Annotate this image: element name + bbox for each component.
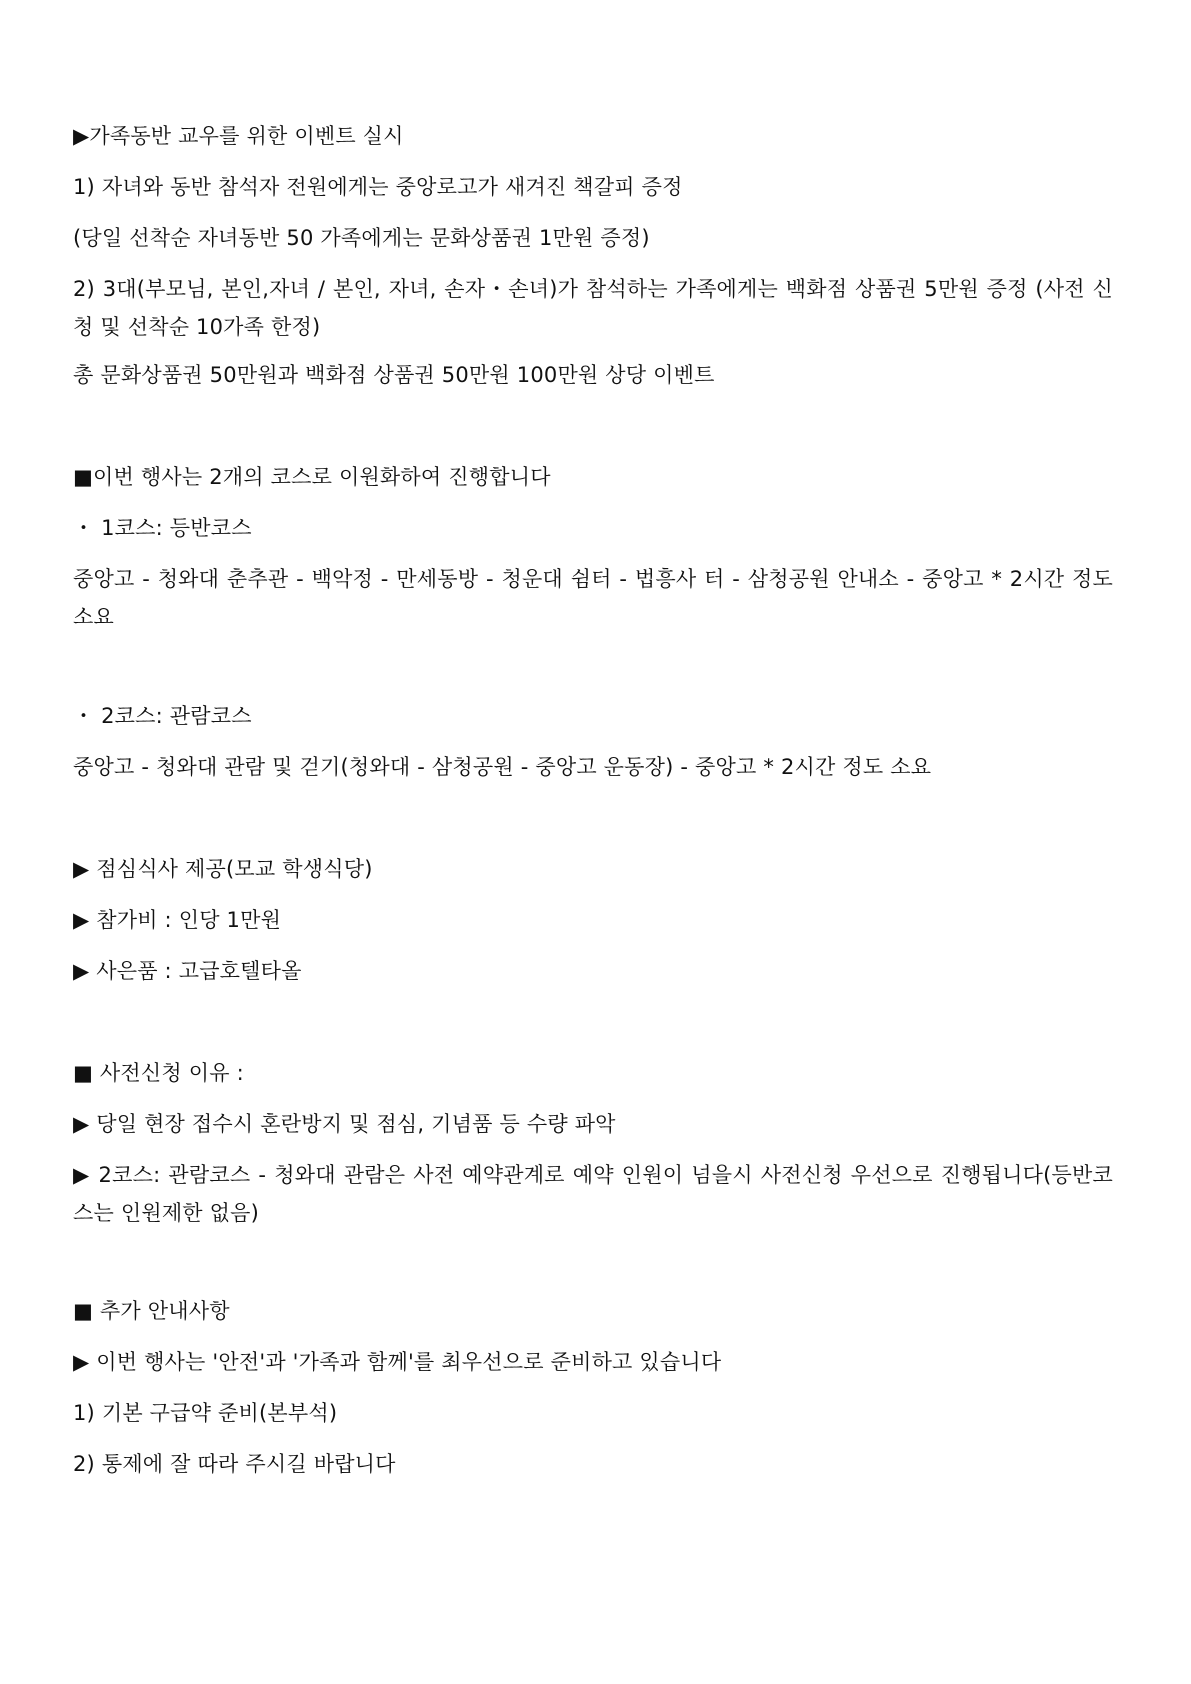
- safety-notice: ▶ 이번 행사는 '안전'과 '가족과 함께'를 최우선으로 준비하고 있습니다: [73, 1350, 722, 1374]
- lunch-info: ▶ 점심식사 제공(모교 학생식당): [73, 857, 373, 881]
- event-heading: ▶가족동반 교우를 위한 이벤트 실시: [73, 124, 404, 148]
- reason-item-2: ▶ 2코스: 관람코스 - 청와대 관람은 사전 예약관계로 예약 인원이 넘을시 사전신청 우선으로 진행됩니다(등반코스는 인원제한 없음): [73, 1163, 1113, 1225]
- course-1-route: 중앙고 - 청와대 춘추관 - 백악정 - 만세동방 - 청운대 쉼터 - 법흥사 터 - 삼청공원 안내소 - 중앙고 * 2시간 정도 소요: [73, 567, 1113, 629]
- event-item-1-note: (당일 선착순 자녀동반 50 가족에게는 문화상품권 1만원 증정): [73, 226, 650, 250]
- course-2-route: 중앙고 - 청와대 관람 및 걷기(청와대 - 삼청공원 - 중앙고 운동장) - 중앙고 * 2시간 정도 소요: [73, 755, 932, 779]
- reason-item-1: ▶ 당일 현장 접수시 혼란방지 및 점심, 기념품 등 수량 파악: [73, 1112, 616, 1136]
- extra-heading: ■ 추가 안내사항: [73, 1299, 230, 1323]
- event-item-1: 1) 자녀와 동반 참석자 전원에게는 중앙로고가 새겨진 책갈피 증정: [73, 175, 683, 199]
- reason-heading: ■ 사전신청 이유 :: [73, 1061, 244, 1085]
- extra-item-2: 2) 통제에 잘 따라 주시길 바랍니다: [73, 1452, 396, 1476]
- course-1-title: ・ 1코스: 등반코스: [73, 516, 252, 540]
- gift-info: ▶ 사은품 : 고급호텔타올: [73, 959, 302, 983]
- extra-item-1: 1) 기본 구급약 준비(본부석): [73, 1401, 338, 1425]
- fee-info: ▶ 참가비 : 인당 1만원: [73, 908, 282, 932]
- event-total: 총 문화상품권 50만원과 백화점 상품권 50만원 100만원 상당 이벤트: [73, 363, 715, 387]
- event-item-2: 2) 3대(부모님, 본인,자녀 / 본인, 자녀, 손자・손녀)가 참석하는 가족에게는 백화점 상품권 5만원 증정 (사전 신청 및 선착순 10가족 한정): [73, 277, 1113, 339]
- course-2-title: ・ 2코스: 관람코스: [73, 704, 252, 728]
- course-heading: ■이번 행사는 2개의 코스로 이원화하여 진행합니다: [73, 465, 551, 489]
